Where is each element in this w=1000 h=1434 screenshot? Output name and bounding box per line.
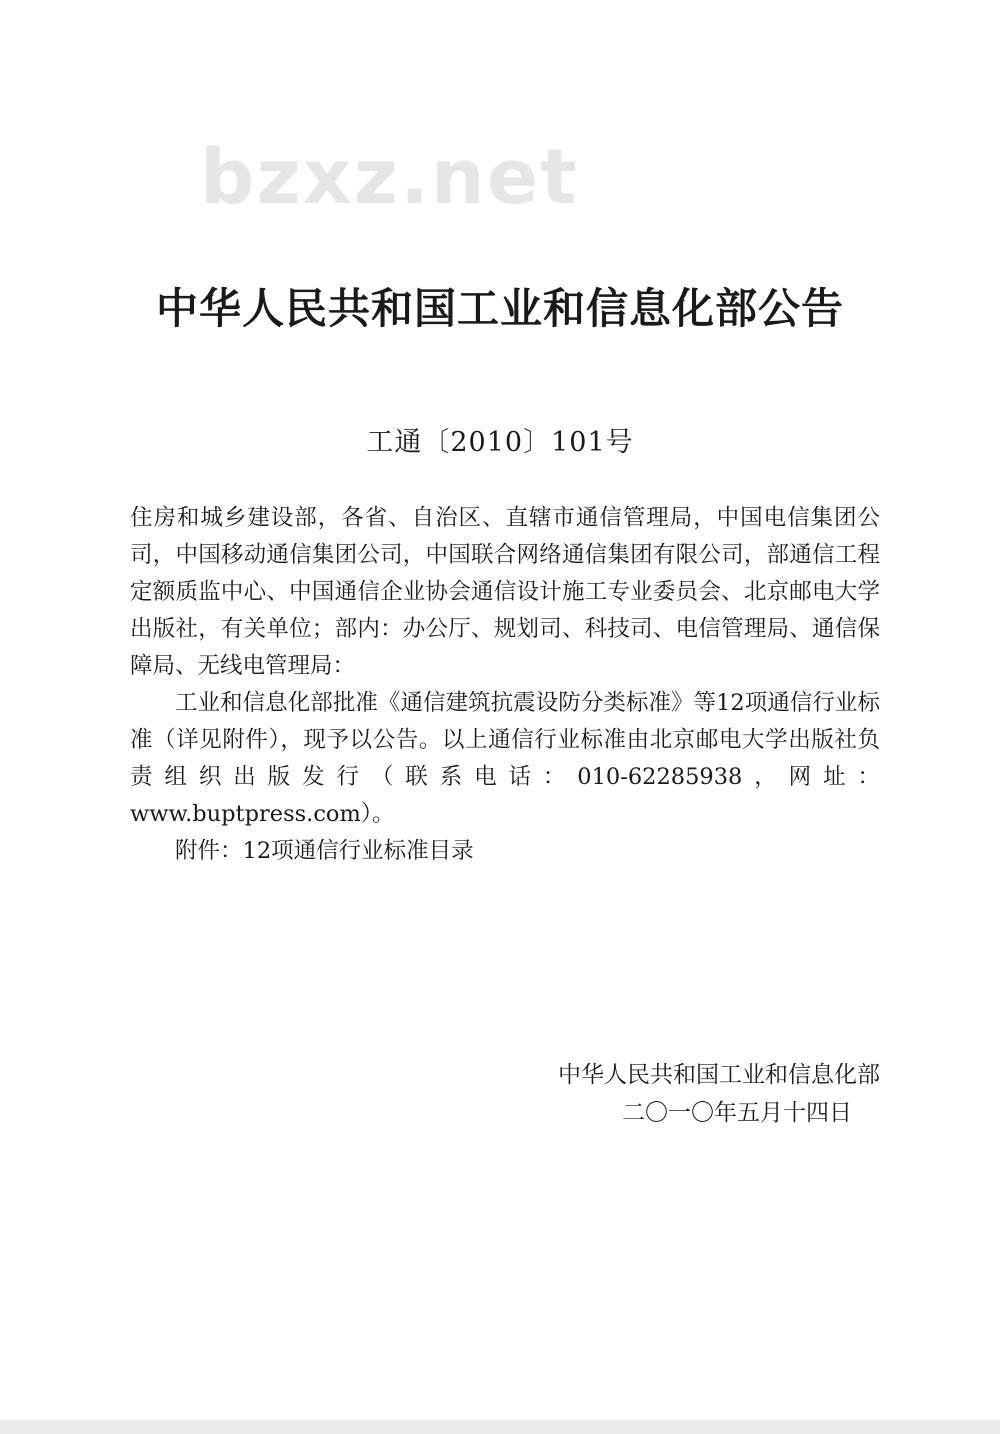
recipients-paragraph: 住房和城乡建设部，各省、自治区、直辖市通信管理局，中国电信集团公司，中国移动通信集团公司，中国联合网络通信集团有限公司，部通信工程定额质监中心、中国通信企业协会通信设计施工专业委员会、北京邮电大学出版社，有关单位；部内：办公厅、规划司、科技司、电信管理局、通信保障局、无线电管理局： (130, 505, 880, 679)
announcement-paragraph: 工业和信息化部批准《通信建筑抗震设防分类标准》等12项通信行业标准（详见附件），现予以公告。以上通信行业标准由北京邮电大学出版社负责组织出版发行（联系电话：010-62285938，网址：www.buptpress.com）。 (130, 690, 880, 827)
signature-date: 二〇一〇年五月十四日 (622, 1100, 852, 1126)
attachment-line: 附件：12项通信行业标准目录 (175, 838, 474, 864)
page-bottom-edge (0, 1420, 1000, 1434)
signature-organization: 中华人民共和国工业和信息化部 (558, 1062, 880, 1088)
page-title: 中华人民共和国工业和信息化部公告 (155, 284, 844, 333)
document-number: 工通〔2010〕101号 (366, 427, 634, 458)
signature-block (500, 1056, 880, 1132)
document-body (130, 500, 880, 870)
watermark: bzxz.net (200, 132, 579, 221)
